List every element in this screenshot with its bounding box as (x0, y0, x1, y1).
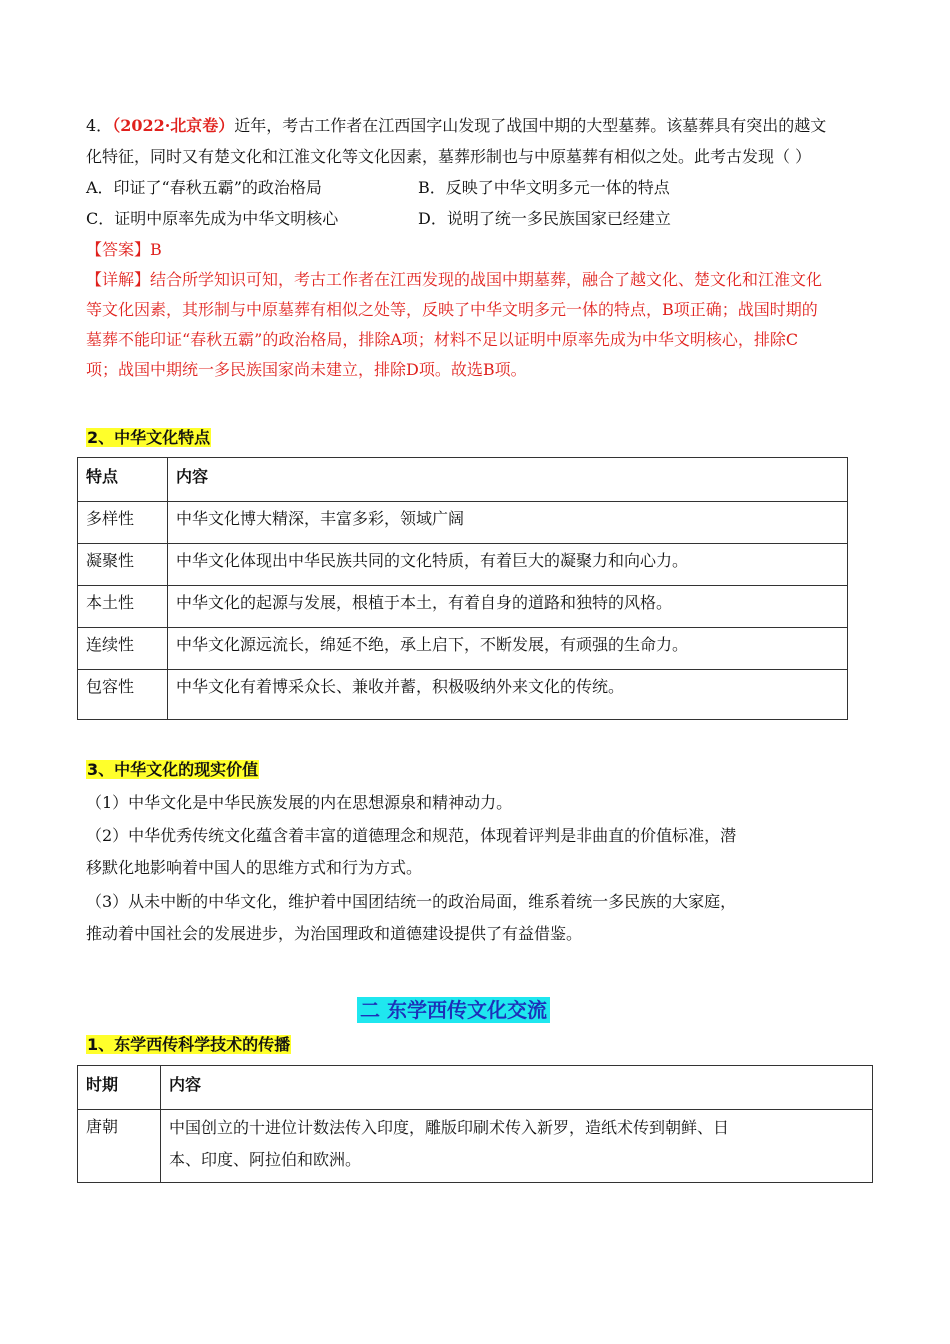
period-cell: 唐朝 (78, 1110, 161, 1183)
content-line1: 中国创立的十进位计数法传入印度，雕版印刷术传入新罗，造纸术传到朝鲜、日 (169, 1118, 730, 1137)
option-d: D．说明了统一多民族国家已经建立 (418, 209, 671, 228)
content-cell: 中华文化体现出中华民族共同的文化特质，有着巨大的凝聚力和向心力。 (168, 544, 848, 586)
part2-heading: 1、东学西传科学技术的传播 (87, 1035, 291, 1054)
value-p1: （1）中华文化是中华民族发展的内在思想源泉和精神动力。 (86, 793, 513, 812)
option-a: A．印证了“春秋五霸”的政治格局 (86, 178, 322, 197)
detail-line1: 【详解】结合所学知识可知，考古工作者在江西发现的战国中期墓葬，融合了越文化、楚文化和江淮文化 (86, 270, 823, 289)
content-cell (161, 1110, 873, 1183)
answer: 【答案】B (86, 240, 162, 259)
content-line2: 本、印度、阿拉伯和欧洲。 (169, 1150, 362, 1169)
table-row (78, 586, 848, 628)
feature-cell: 本土性 (78, 586, 168, 628)
col-header-content: 内容 (168, 458, 848, 502)
table-row (78, 502, 848, 544)
section3-heading: 3、中华文化的现实价值 (87, 760, 259, 779)
section2-heading: 2、中华文化特点 (87, 428, 211, 447)
detail-line3: 墓葬不能印证“春秋五霸”的政治格局，排除A项；材料不足以证明中原率先成为中华文明核心，排除C (86, 330, 799, 349)
content-cell: 中华文化博大精深，丰富多彩，领域广阔 (168, 502, 848, 544)
spread-table (77, 1065, 873, 1183)
value-p2-line1: （2）中华优秀传统文化蕴含着丰富的道德理念和规范，体现着评判是非曲直的价值标准，潜 (86, 826, 737, 845)
table-header-row (78, 1066, 873, 1110)
content-cell: 中华文化的起源与发展，根植于本土，有着自身的道路和独特的风格。 (168, 586, 848, 628)
detail-line4: 项；战国中期统一多民族国家尚未建立，排除D项。故选B项。 (86, 360, 527, 379)
question-source: （2022·北京卷） (112, 116, 235, 135)
feature-cell: 包容性 (78, 670, 168, 720)
detail-line2: 等文化因素，其形制与中原墓葬有相似之处等，反映了中华文明多元一体的特点，B项正确；战国时期的 (86, 300, 818, 319)
option-b: B．反映了中华文明多元一体的特点 (418, 178, 670, 197)
option-c: C．证明中原率先成为中华文明核心 (86, 209, 339, 228)
question-number: 4． (86, 116, 113, 135)
table-row (78, 670, 848, 720)
content-cell: 中华文化源远流长，绵延不绝，承上启下，不断发展，有顽强的生命力。 (168, 628, 848, 670)
question-stem-line1: 4．（2022·北京卷）近年，考古工作者在江西国字山发现了战国中期的大型墓葬。该墓葬具有突出的越文 (86, 116, 827, 135)
col-header-period: 时期 (78, 1066, 161, 1110)
detail-label: 【详解】 (86, 270, 151, 289)
culture-features-table (77, 457, 848, 720)
feature-cell: 多样性 (78, 502, 168, 544)
col-header-feature: 特点 (78, 458, 168, 502)
value-p3-line2: 推动着中国社会的发展进步，为治国理政和道德建设提供了有益借鉴。 (86, 924, 583, 943)
col-header-content: 内容 (161, 1066, 873, 1110)
value-p2-line2: 移默化地影响着中国人的思维方式和行为方式。 (86, 858, 423, 877)
value-p3-line1: （3）从未中断的中华文化，维护着中国团结统一的政治局面，维系着统一多民族的大家庭， (86, 892, 737, 911)
table-row (78, 628, 848, 670)
feature-cell: 凝聚性 (78, 544, 168, 586)
table-row (78, 544, 848, 586)
table-row (78, 1110, 873, 1183)
content-cell: 中华文化有着博采众长、兼收并蓄，积极吸纳外来文化的传统。 (168, 670, 848, 720)
feature-cell: 连续性 (78, 628, 168, 670)
question-stem-line2: 化特征，同时又有楚文化和江淮文化等文化因素，墓葬形制也与中原墓葬有相似之处。此考古发现（ ） (86, 147, 812, 166)
table-header-row (78, 458, 848, 502)
part2-title: 二 东学西传文化交流 (357, 994, 550, 1023)
